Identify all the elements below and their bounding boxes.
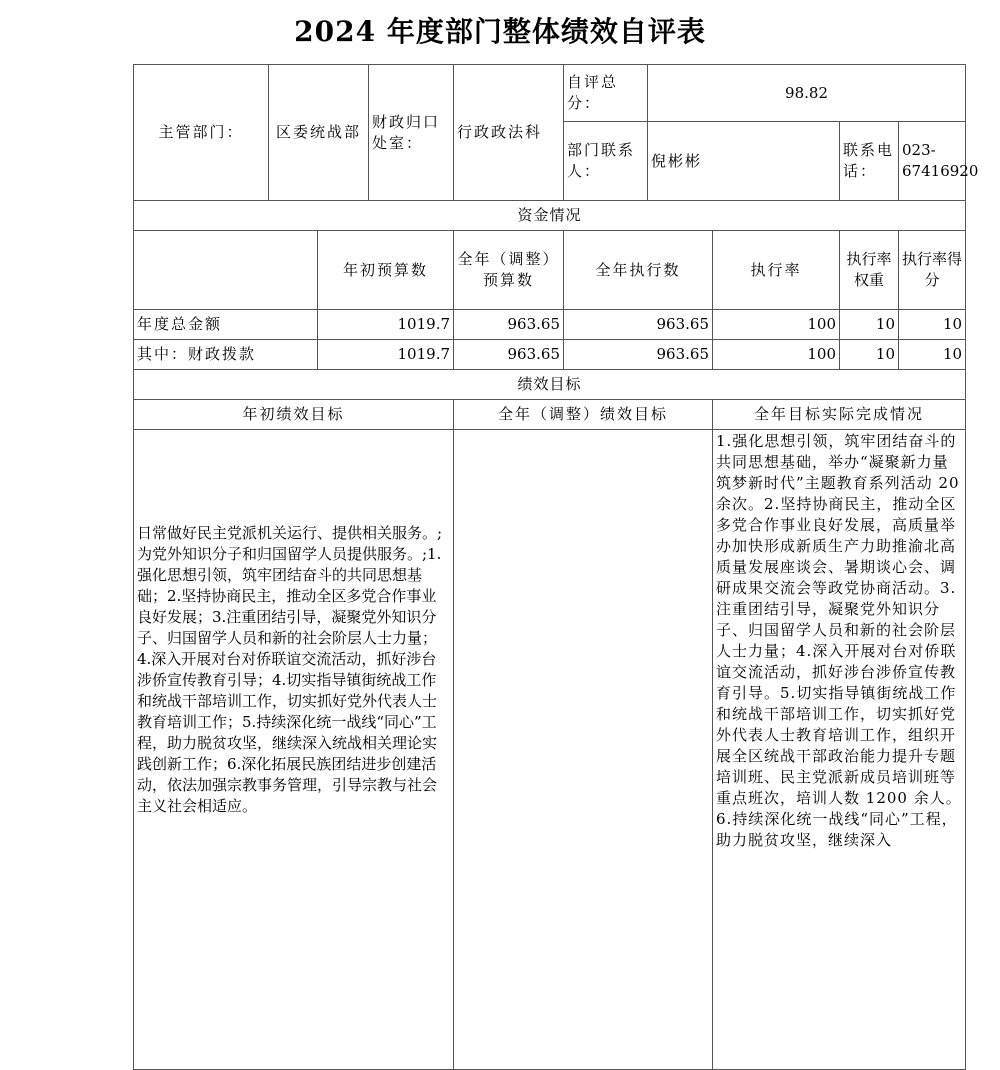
row-label: 其中：财政拨款 [134, 340, 318, 370]
col-initial-budget: 年初预算数 [318, 231, 454, 310]
contact-value: 倪彬彬 [648, 122, 840, 201]
finance-office-value: 行政政法科 [454, 65, 564, 201]
col-rate-score: 执行率得分 [899, 231, 966, 310]
adjusted-goals-text [454, 430, 713, 1070]
rate-score: 10 [899, 340, 966, 370]
rate-weight: 10 [840, 310, 899, 340]
initial-budget: 1019.7 [318, 340, 454, 370]
dept-label: 主管部门： [134, 65, 269, 201]
rate-weight: 10 [840, 340, 899, 370]
executed: 963.65 [564, 310, 713, 340]
col-executed: 全年执行数 [564, 231, 713, 310]
executed: 963.65 [564, 340, 713, 370]
adjusted-budget: 963.65 [454, 340, 564, 370]
funds-row-total [134, 310, 966, 340]
finance-office-label: 财政归口处室： [369, 65, 454, 201]
score-value: 98.82 [648, 65, 966, 122]
initial-goals-text: 日常做好民主党派机关运行、提供相关服务。;为党外知识分子和归国留学人员提供服务。;1.强化思想引领，筑牢团结奋斗的共同思想基础；2.坚持协商民主，推动全区多党合作事业良好发展；3.注重团结引导，凝聚党外知识分子、归国留学人员和新的社会阶层人士力量；4.深入开展对台对侨联谊交流活动，抓好涉台涉侨宣传教育引导；4.切实指导镇街统战工作和统战干部培训工作，切实抓好党外代表人士教育培训工作；5.持续深化统一战线“同心”工程，助力脱贫攻坚，继续深入统战相关理论实践创新工作；6.深化拓展民族团结进步创建活动，依法加强宗教事务管理，引导宗教与社会主义社会相适应。 [134, 430, 454, 1070]
funds-header-blank [134, 231, 318, 310]
initial-budget: 1019.7 [318, 310, 454, 340]
contact-label: 部门联系人： [564, 122, 648, 201]
goals-section-title: 绩效目标 [134, 370, 966, 400]
execution-rate: 100 [713, 310, 840, 340]
col-execution-rate: 执行率 [713, 231, 840, 310]
score-label: 自评总分： [564, 65, 648, 122]
col-initial-goals: 年初绩效目标 [134, 400, 454, 430]
dept-value: 区委统战部 [269, 65, 369, 201]
actual-completion-text: 1.强化思想引领，筑牢团结奋斗的共同思想基础，举办“凝聚新力量 筑梦新时代”主题教育系列活动 20 余次。2.坚持协商民主，推动全区多党合作事业良好发展，高质量举办加快形成新质生产力助推渝北高质量发展座谈会、暑期谈心会、调研成果交流会等政党协商活动。3.注重团结引导，凝聚党外知识分子、归国留学人员和新的社会阶层人士力量；4.深入开展对台对侨联谊交流活动，抓好涉台涉侨宣传教育引导。5.切实指导镇街统战工作和统战干部培训工作，切实抓好党外代表人士教育培训工作，组织开展全区统战干部政治能力提升专题培训班、民主党派新成员培训班等重点班次，培训人数 1200 余人。6.持续深化统一战线“同心”工程，助力脱贫攻坚，继续深入 [713, 430, 966, 1070]
self-evaluation-table [133, 64, 979, 1070]
adjusted-budget: 963.65 [454, 310, 564, 340]
phone-label: 联系电话： [840, 122, 899, 201]
col-actual-completion: 全年目标实际完成情况 [713, 400, 966, 430]
col-adjusted-goals: 全年（调整）绩效目标 [454, 400, 713, 430]
col-rate-weight: 执行率权重 [840, 231, 899, 310]
execution-rate: 100 [713, 340, 840, 370]
rate-score: 10 [899, 310, 966, 340]
page-title: 2024 年度部门整体绩效自评表 [294, 15, 706, 48]
funds-section-title: 资金情况 [134, 201, 966, 231]
funds-row-fiscal [134, 340, 966, 370]
row-label: 年度总金额 [134, 310, 318, 340]
phone-value: 023-67416920 [899, 122, 966, 201]
col-adjusted-budget: 全年（调整）预算数 [454, 231, 564, 310]
